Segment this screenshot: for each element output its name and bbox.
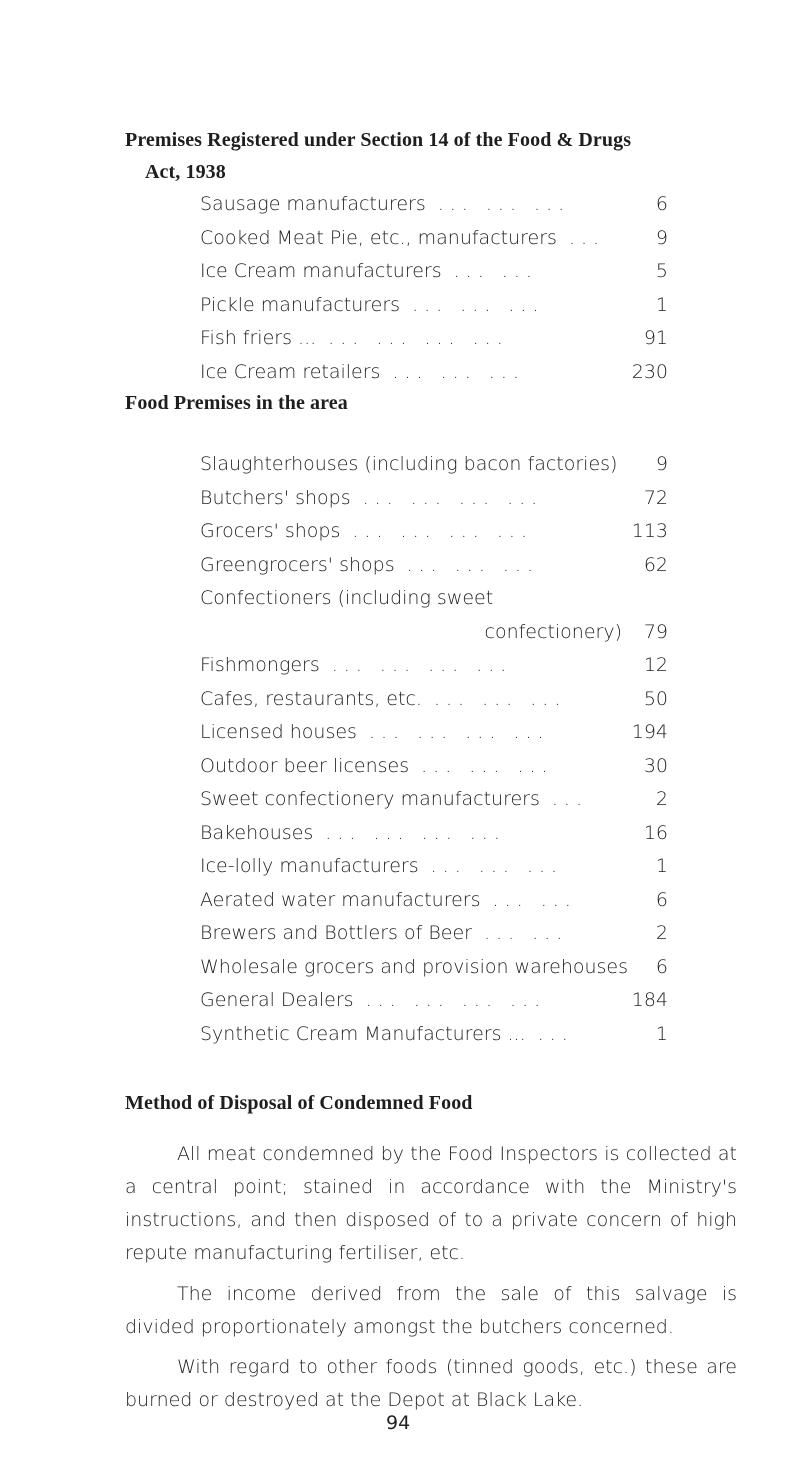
section3-title: Method of Disposal of Condemned Food [125, 1092, 473, 1114]
section1-title-line2: Act, 1938 [145, 161, 226, 183]
item-label-continued: confectionery) [484, 620, 622, 643]
leader-dots: ... ... [483, 922, 569, 944]
item-count: 184 [631, 989, 668, 1011]
registered-premises-list [200, 188, 668, 389]
page-number: 94 [386, 1412, 411, 1434]
item-count: 1 [655, 855, 668, 877]
list-item [200, 1018, 668, 1052]
list-item [200, 448, 668, 482]
item-label: Wholesale grocers and provision warehouses [200, 955, 629, 978]
item-count: 6 [655, 955, 668, 978]
section2-title: Food Premises in the area [125, 392, 348, 414]
leader-dots: ... ... ... ... [328, 327, 509, 349]
item-count: 1 [655, 293, 668, 316]
list-item [200, 255, 668, 289]
list-item [200, 917, 668, 951]
item-count: 50 [643, 687, 668, 710]
list-item [200, 289, 668, 323]
item-label: Licensed houses [200, 721, 357, 743]
item-label: Confectioners (including sweet [200, 587, 494, 609]
leader-dots: ... ... ... ... [365, 989, 547, 1011]
disposal-paragraph-1: All meat condemned by the Food Inspectors is collected at a central point; stained in accordance with the Ministry's instructions, and then disposed of to a private concern of high repute manufacturing fertiliser, etc. [125, 1143, 737, 1264]
section1-title [125, 124, 765, 188]
food-premises-list [200, 448, 668, 1051]
leader-dots: ... ... ... [412, 293, 545, 316]
item-label: General Dealers [200, 989, 354, 1011]
item-label: Grocers' shops [200, 520, 341, 542]
item-label: Fish friers ... [200, 327, 317, 349]
item-label: Cafes, restaurants, etc. [200, 687, 422, 710]
disposal-paragraph-2: The income derived from the sale of this salvage is divided proportionately amongst the butchers concerned. [125, 1283, 737, 1338]
leader-dots: ... ... ... ... [352, 520, 533, 542]
disposal-paragraph-3: With regard to other foods (tinned goods, etc.) these are burned or destroyed at the Depot at Black Lake. [125, 1356, 737, 1411]
item-count: 30 [643, 754, 668, 777]
leader-dots: ... ... ... ... [362, 486, 544, 509]
item-label: Bakehouses [200, 821, 314, 844]
item-label: Butchers' shops [200, 486, 351, 509]
item-count: 72 [643, 486, 668, 509]
list-item [200, 750, 668, 784]
list-item [200, 884, 668, 918]
section1-title-line1: Premises Registered under Section 14 of the Food & Drugs [125, 129, 632, 151]
list-item [200, 549, 668, 583]
item-count: 2 [655, 788, 668, 810]
item-label: Outdoor beer licenses [200, 754, 410, 777]
leader-dots: ... ... ... [437, 193, 571, 215]
leader-dots: ... ... [453, 260, 538, 282]
item-label: Greengrocers' shops [200, 553, 395, 576]
item-count: 12 [643, 654, 668, 676]
leader-dots: ... ... ... [421, 754, 554, 777]
list-item [200, 582, 668, 649]
item-label: Brewers and Bottlers of Beer [200, 922, 472, 944]
item-label: Ice Cream manufacturers [200, 260, 442, 282]
item-count: 230 [631, 360, 668, 383]
leader-dots: ... ... ... ... [368, 721, 550, 743]
item-count: 79 [643, 620, 668, 643]
list-item [200, 356, 668, 390]
item-label: Ice Cream retailers [200, 360, 381, 383]
item-count: 9 [655, 226, 668, 249]
item-label: Aerated water manufacturers [200, 888, 481, 911]
item-count: 6 [655, 888, 668, 911]
list-item [200, 716, 668, 750]
list-item [200, 222, 668, 256]
item-label: Pickle manufacturers [200, 293, 401, 316]
item-label: Sweet confectionery manufacturers [200, 788, 540, 810]
leader-dots: ... ... [492, 888, 577, 911]
item-count: 5 [655, 260, 668, 282]
leader-dots: ... [568, 226, 606, 249]
list-item [200, 515, 668, 549]
item-label: Slaughterhouses (including bacon factories) [200, 453, 618, 475]
item-count: 62 [643, 553, 668, 576]
leader-dots: ... ... ... [406, 553, 540, 576]
list-item [200, 482, 668, 516]
list-item [200, 951, 668, 985]
leader-dots: ... ... ... [433, 687, 567, 710]
list-item [200, 984, 668, 1018]
leader-dots: ... ... ... [392, 360, 525, 383]
item-count: 113 [631, 520, 668, 542]
leader-dots: ... ... ... ... [325, 821, 506, 844]
list-item [200, 817, 668, 851]
list-item [200, 783, 668, 817]
leader-dots: ... ... ... [430, 855, 564, 877]
item-label: Sausage manufacturers [200, 193, 426, 215]
item-count: 16 [643, 821, 668, 844]
item-count: 91 [643, 327, 668, 349]
leader-dots: ... [551, 788, 589, 810]
item-label: Ice-lolly manufacturers [200, 855, 419, 877]
list-item [200, 322, 668, 356]
list-item [200, 683, 668, 717]
list-item [200, 649, 668, 683]
item-count: 9 [655, 453, 668, 475]
item-count: 6 [655, 193, 668, 215]
item-label: Fishmongers [200, 654, 320, 676]
leader-dots: ... [537, 1022, 574, 1045]
item-count: 1 [655, 1022, 668, 1045]
list-item [200, 850, 668, 884]
list-item [200, 188, 668, 222]
item-label: Cooked Meat Pie, etc., manufacturers [200, 226, 557, 249]
leader-dots: ... ... ... ... [331, 654, 513, 676]
item-label: Synthetic Cream Manufacturers ... [200, 1022, 526, 1045]
item-count: 194 [631, 721, 668, 743]
item-count: 2 [655, 922, 668, 944]
